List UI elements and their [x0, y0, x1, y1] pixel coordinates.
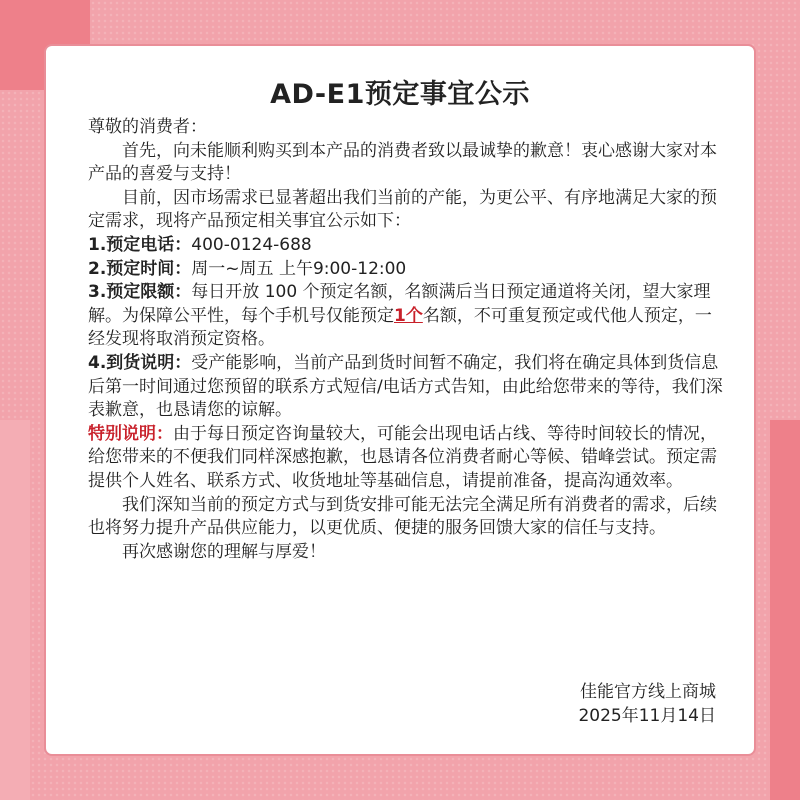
item-text: 每日开放 100 个预定名额，名额满后当日预定通道将关闭，望大家理解。为保障公平性，每个手机号仅能预定 — [88, 282, 711, 326]
special-label: 特别说明： — [88, 423, 173, 444]
closing-paragraph: 我们深知当前的预定方式与到货安排可能无法完全满足所有消费者的需求，后续也将努力提升产品供应能力，以更优质、便捷的服务回馈大家的信任与支持。 — [88, 494, 717, 539]
apology-paragraph: 首先，向未能顺利购买到本产品的消费者致以最诚挚的歉意！衷心感谢大家对本产品的喜爱与支持！ — [88, 140, 717, 185]
special-text: 由于每日预定咨询量较大，可能会出现电话占线、等待时间较长的情况，给您带来的不便我们同样深感抱歉，也恳请各位消费者耐心等候、错峰尝试。预定需提供个人姓名、联系方式、收货地址等基础信息，请提前准备，提高沟通效率。 — [88, 423, 717, 491]
greeting: 尊敬的消费者： — [88, 117, 207, 137]
item-text: 400-0124-688 — [191, 234, 312, 255]
limit-highlight: 1个 — [394, 305, 423, 326]
item-label: 2.预定时间： — [88, 258, 192, 279]
item-limit — [88, 281, 728, 352]
notice-title: AD-E1预定事宜公示 — [270, 79, 530, 110]
item-text: 受产能影响，当前产品到货时间暂不确定，我们将在确定具体到货信息后第一时间通过您预留的联系方式短信/电话方式告知，由此给您带来的等待，我们深表歉意，也恳请您的谅解。 — [88, 352, 723, 421]
item-delivery — [88, 352, 728, 423]
item-time — [88, 258, 728, 282]
thanks-paragraph: 再次感谢您的理解与厚爱！ — [122, 541, 326, 562]
item-label: 3.预定限额： — [88, 282, 192, 303]
item-text: 周一~周五 上午9:00-12:00 — [191, 258, 407, 279]
notice-card — [44, 44, 756, 756]
item-text-after: 名额，不可重复预定或代他人预定，一经发现将取消预定资格。 — [88, 305, 712, 350]
signature-block — [578, 681, 716, 728]
notice-body — [88, 116, 728, 564]
special-note — [88, 423, 728, 494]
side-decoration-left — [0, 420, 30, 800]
item-phone — [88, 234, 728, 258]
item-label: 4.到货说明： — [88, 352, 192, 373]
date: 2025年11月14日 — [578, 705, 716, 726]
signature: 佳能官方线上商城 — [580, 682, 716, 702]
side-decoration-right — [770, 420, 800, 800]
intro-paragraph: 目前，因市场需求已显著超出我们当前的产能，为更公平、有序地满足大家的预定需求，现将产品预定相关事宜公示如下： — [88, 187, 717, 232]
item-label: 1.预定电话： — [88, 234, 192, 255]
